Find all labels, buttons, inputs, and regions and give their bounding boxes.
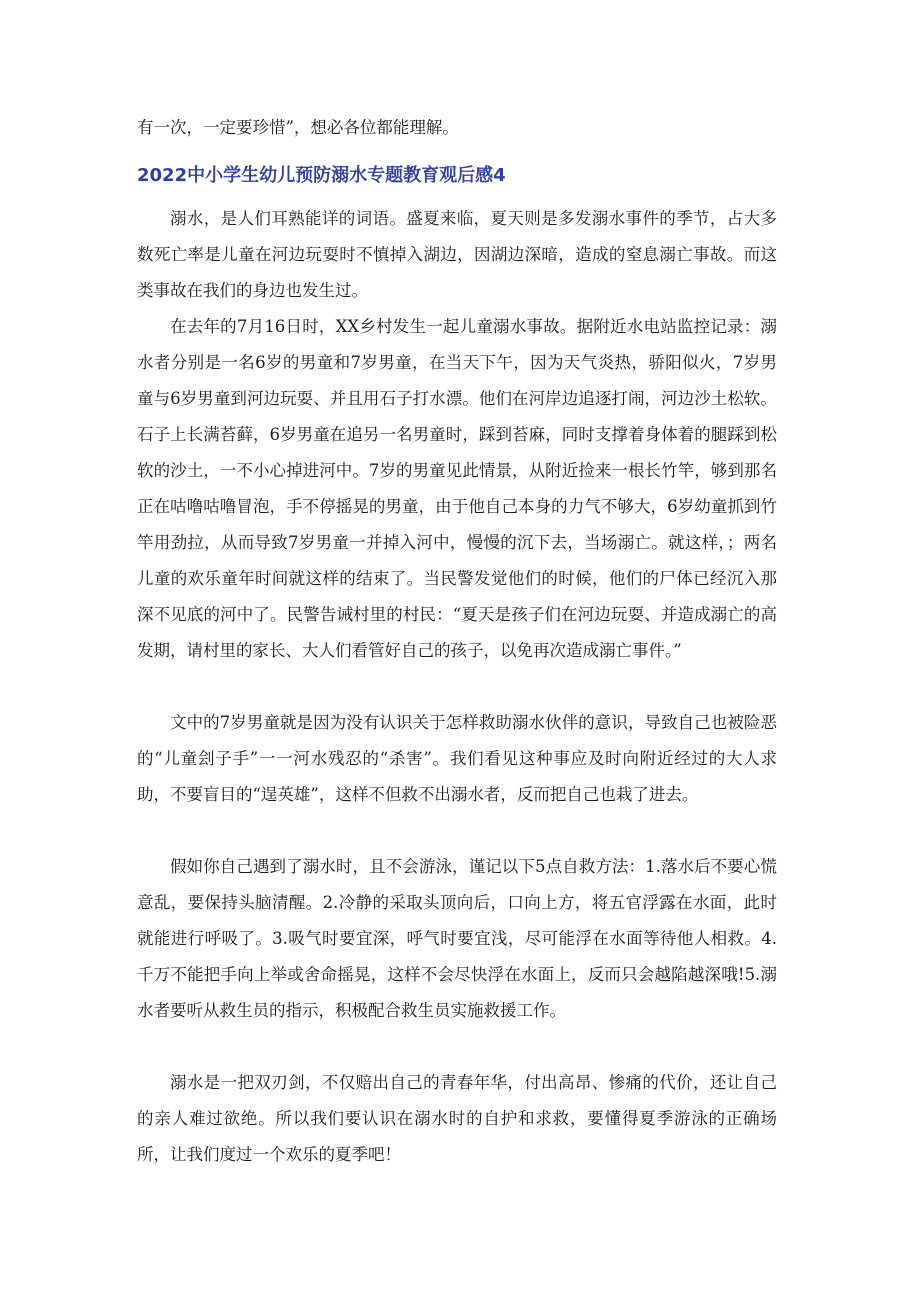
section-heading: 2022中小学生幼儿预防溺水专题教育观后感4 bbox=[137, 165, 506, 186]
body-paragraph-4: 假如你自己遇到了溺水时，且不会游泳，谨记以下5点自救方法：1.落水后不要心慌意乱，要保持头脑清醒。2.冷静的采取头顶向后，口向上方，将五官浮露在水面，此时就能进行呼吸了。3.吸气时要宜深，呼气时要宜浅，尽可能浮在水面等待他人相救。4.千万不能把手向上举或舍命摇晃，这样不会尽快浮在水面上，反而只会越陷越深哦!5.溺水者要听从救生员的指示，积极配合救生员实施救援工作。 bbox=[137, 857, 777, 1020]
body-paragraph-1: 溺水，是人们耳熟能详的词语。盛夏来临，夏天则是多发溺水事件的季节，占大多数死亡率是儿童在河边玩耍时不慎掉入湖边，因湖边深暗，造成的窒息溺亡事故。而这类事故在我们的身边也发生过。 bbox=[137, 209, 777, 300]
body-paragraph-2: 在去年的7月16日时，XX乡村发生一起儿童溺水事故。据附近水电站监控记录：溺水者分别是一名6岁的男童和7岁男童，在当天下午，因为天气炎热，骄阳似火，7岁男童与6岁男童到河边玩耍、并且用石子打水漂。他们在河岸边追逐打闹，河边沙土松软。石子上长满苔藓，6岁男童在追另一名男童时，踩到苔麻，同时支撑着身体着的腿踩到松软的沙土，一不小心掉进河中。7岁的男童见此情景，从附近捡来一根长竹竿，够到那名正在咕噜咕噜冒泡，手不停摇晃的男童，由于他自己本身的力气不够大，6岁幼童抓到竹竿用劲拉，从而导致7岁男童一并掉入河中，慢慢的沉下去，当场溺亡。就这样，；两名儿童的欢乐童年时间就这样的结束了。当民警发觉他们的时候，他们的尸体已经沉入那深不见底的河中了。民警告诫村里的村民：“夏天是孩子们在河边玩耍、并造成溺亡的高发期，请村里的家长、大人们看管好自己的孩子，以免再次造成溺亡事件。” bbox=[137, 317, 777, 660]
body-paragraph-5: 溺水是一把双刃剑，不仅赔出自己的青春年华，付出高昂、惨痛的代价，还让自己的亲人难过欲绝。所以我们要认识在溺水时的自护和求救，要懂得夏季游泳的正确场所，让我们度过一个欢乐的夏季吧！ bbox=[137, 1073, 777, 1164]
intro-paragraph: 有一次，一定要珍惜”，想必各位都能理解。 bbox=[137, 118, 459, 137]
body-paragraph-3: 文中的7岁男童就是因为没有认识关于怎样救助溺水伙伴的意识，导致自己也被险恶的“儿童刽子手”一一河水残忍的“杀害”。我们看见这种事应及时向附近经过的大人求助，不要盲目的“逞英雄”，这样不但救不出溺水者，反而把自己也栽了进去。 bbox=[137, 713, 777, 804]
